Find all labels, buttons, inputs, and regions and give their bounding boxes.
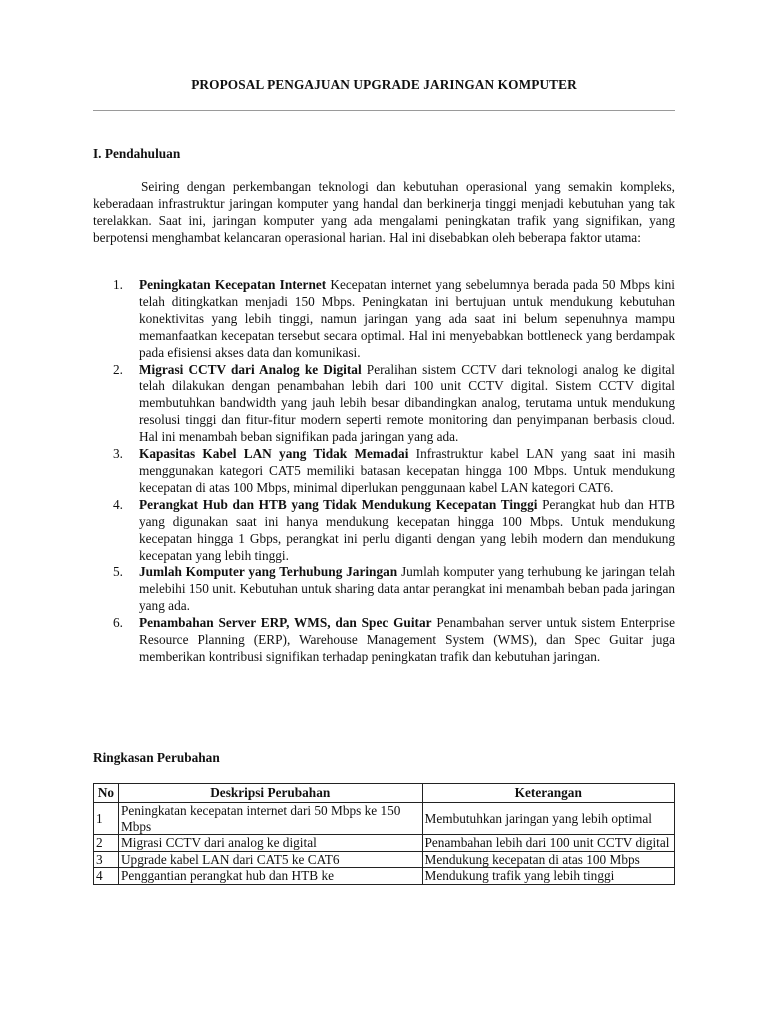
document-title: PROPOSAL PENGAJUAN UPGRADE JARINGAN KOMPUTER bbox=[191, 77, 577, 92]
list-item bbox=[93, 497, 675, 565]
list-item-number: 4. bbox=[113, 496, 123, 512]
cell-keterangan: Mendukung kecepatan di atas 100 Mbps bbox=[422, 851, 675, 868]
cell-no: 2 bbox=[94, 835, 119, 852]
cell-no: 4 bbox=[94, 868, 119, 885]
table-row bbox=[94, 851, 675, 868]
table-row bbox=[94, 835, 675, 852]
column-header-no: No bbox=[94, 784, 119, 803]
table-row bbox=[94, 868, 675, 885]
cell-keterangan: Penambahan lebih dari 100 unit CCTV digital bbox=[422, 835, 675, 852]
cell-keterangan: Membutuhkan jaringan yang lebih optimal bbox=[422, 803, 675, 835]
summary-table bbox=[93, 783, 675, 885]
list-item-text: Penambahan server untuk sistem Enterprise Resource Planning (ERP), Warehouse Management System (WMS), dan Spec Guitar juga memberikan kontribusi signifikan terhadap peningkatan trafik dan kebutuhan jaringan. bbox=[139, 615, 676, 664]
list-item-text: Infrastruktur kabel LAN yang saat ini masih menggunakan kategori CAT5 memiliki batasan kecepatan hingga 100 Mbps. Untuk mendukung kecepatan di atas 100 Mbps, minimal diperlukan penggunaan kabel LAN kategori CAT6. bbox=[139, 446, 675, 495]
list-item bbox=[93, 564, 675, 615]
list-item-number: 2. bbox=[113, 361, 123, 377]
cell-no: 3 bbox=[94, 851, 119, 868]
cell-no: 1 bbox=[94, 803, 119, 835]
cell-deskripsi: Penggantian perangkat hub dan HTB ke bbox=[118, 868, 422, 885]
list-item bbox=[93, 277, 675, 362]
cell-deskripsi: Peningkatan kecepatan internet dari 50 Mbps ke 150 Mbps bbox=[118, 803, 422, 835]
list-item-number: 5. bbox=[113, 564, 123, 580]
list-item-text: Perangkat hub dan HTB yang digunakan saat ini hanya mendukung kecepatan hingga 100 Mbps. Untuk mendukung kecepatan hingga 1 Gbps, perangkat ini perlu diganti dengan yang lebih modern dan mendukung kecepatan yang lebih tinggi. bbox=[139, 496, 675, 563]
list-item-text: Jumlah komputer yang terhubung ke jaringan telah melebihi 150 unit. Kebutuhan untuk sharing data antar perangkat ini menambah beban pada jaringan yang ada. bbox=[139, 564, 675, 614]
summary-heading: Ringkasan Perubahan bbox=[93, 750, 220, 765]
column-header-deskripsi: Deskripsi Perubahan bbox=[118, 784, 422, 803]
cell-deskripsi: Upgrade kabel LAN dari CAT5 ke CAT6 bbox=[118, 851, 422, 868]
list-item-heading: Peningkatan Kecepatan Internet bbox=[139, 277, 327, 292]
cell-keterangan: Mendukung trafik yang lebih tinggi bbox=[422, 868, 675, 885]
list-item bbox=[93, 446, 675, 497]
list-item-text: Kecepatan internet yang sebelumnya berada pada 50 Mbps kini telah ditingkatkan menjadi 150 Mbps. Peningkatan ini bertujuan untuk mendukung kebutuhan konektivitas yang lebih tinggi, namun jaringan yang ada saat ini belum sepenuhnya mampu memanfaatkan kecepatan tersebut secara optimal. Hal ini menyebabkan bottleneck yang berdampak pada efisiensi akses data dan komunikasi. bbox=[139, 277, 675, 360]
section-heading-pendahuluan: I. Pendahuluan bbox=[93, 146, 181, 161]
column-header-keterangan: Keterangan bbox=[422, 784, 675, 803]
list-item-heading: Migrasi CCTV dari Analog ke Digital bbox=[139, 361, 362, 377]
table-row bbox=[94, 803, 675, 835]
list-item-number: 1. bbox=[113, 277, 123, 292]
list-item-number: 6. bbox=[113, 615, 123, 631]
list-item-heading: Perangkat Hub dan HTB yang Tidak Mendukung Kecepatan Tinggi bbox=[139, 496, 538, 512]
cell-deskripsi: Migrasi CCTV dari analog ke digital bbox=[118, 835, 422, 852]
list-item-heading: Kapasitas Kabel LAN yang Tidak Memadai bbox=[139, 446, 409, 462]
table-header-row bbox=[94, 784, 675, 803]
factor-list bbox=[93, 277, 675, 666]
list-item-number: 3. bbox=[113, 446, 123, 462]
intro-paragraph: Seiring dengan perkembangan teknologi dan kebutuhan operasional yang semakin kompleks, keberadaan infrastruktur jaringan komputer yang handal dan berkinerja tinggi menjadi kebutuhan yang tak terelakkan. Saat ini, jaringan komputer yang ada mengalami peningkatan trafik yang signifikan, yang berpotensi menghambat kelancaran operasional harian. Hal ini disebabkan oleh beberapa faktor utama: bbox=[93, 179, 675, 245]
list-item-text: Peralihan sistem CCTV dari teknologi analog ke digital telah dilakukan dengan penambahan lebih dari 100 unit CCTV digital. Sistem CCTV digital membutuhkan bandwidth yang jauh lebih besar dibandingkan analog, terutama untuk mendukung resolusi tinggi dan fitur-fitur modern seperti remote monitoring dan penyimpanan berbasis cloud. Hal ini menambah beban signifikan pada jaringan yang ada. bbox=[139, 361, 675, 445]
list-item-heading: Jumlah Komputer yang Terhubung Jaringan bbox=[139, 564, 398, 580]
list-item bbox=[93, 615, 675, 666]
title-divider bbox=[93, 110, 675, 111]
list-item bbox=[93, 362, 675, 447]
list-item-heading: Penambahan Server ERP, WMS, dan Spec Guitar bbox=[139, 615, 432, 631]
